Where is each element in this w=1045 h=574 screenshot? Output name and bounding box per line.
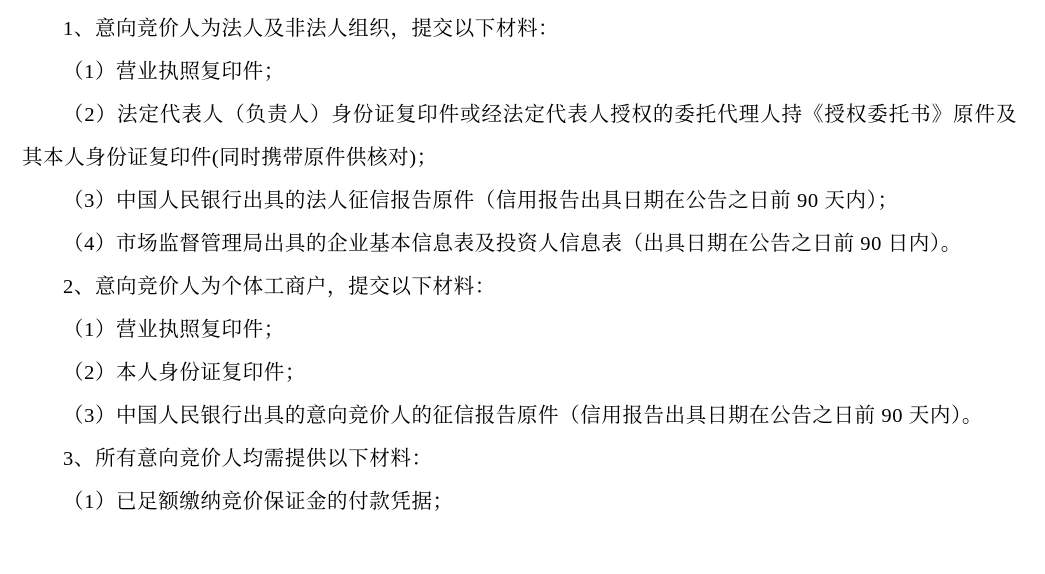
- paragraph-item-1-sub-2: （2）法定代表人（负责人）身份证复印件或经法定代表人授权的委托代理人持《授权委托书》原件及其本人身份证复印件(同时携带原件供核对)；: [22, 104, 1017, 169]
- paragraph-item-2-sub-2: （2）本人身份证复印件；: [63, 362, 306, 384]
- paragraph-item-3-sub-1: （1）已足额缴纳竞价保证金的付款凭据；: [63, 491, 454, 513]
- paragraph-item-1-sub-4: （4）市场监督管理局出具的企业基本信息表及投资人信息表（出具日期在公告之日前 90 日内）。: [63, 233, 962, 255]
- paragraph-item-1-sub-3: （3）中国人民银行出具的法人征信报告原件（信用报告出具日期在公告之日前 90 天内）；: [63, 190, 899, 212]
- paragraph-item-1-heading: 1、意向竞价人为法人及非法人组织，提交以下材料：: [63, 18, 560, 40]
- paragraph-item-2-sub-1: （1）营业执照复印件；: [63, 319, 285, 341]
- paragraph-item-3-heading: 3、所有意向竞价人均需提供以下材料：: [63, 448, 433, 470]
- paragraph-item-2-sub-3: （3）中国人民银行出具的意向竞价人的征信报告原件（信用报告出具日期在公告之日前 90 天内）。: [63, 405, 983, 427]
- paragraph-item-2-heading: 2、意向竞价人为个体工商户，提交以下材料：: [63, 276, 496, 298]
- paragraph-item-1-sub-1: （1）营业执照复印件；: [63, 61, 285, 83]
